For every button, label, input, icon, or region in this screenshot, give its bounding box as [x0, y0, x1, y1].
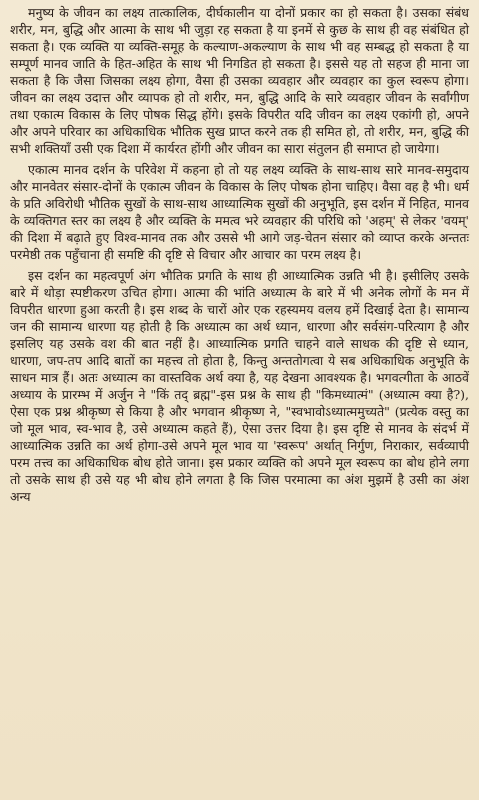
paragraph-spirituality: इस दर्शन का महत्वपूर्ण अंग भौतिक प्रगति के साथ ही आध्यात्मिक उन्नति भी है। इसीलिए उसके बारे में थोड़ा स्पष्टीकरण उचित होगा। आत्मा की भांति अध्यात्म के बारे में भी अनेक लोगों के मन में विपरीत धारणा हुआ करती है। इस शब्द के चारों ओर एक रहस्यमय वलय हमें दिखाई देता है। सामान्य जन की सामान्य धारणा यह होती है कि अध्यात्म का अर्थ ध्यान, धारणा और सर्वसंग-परित्याग है और इसलिए यह उसके वश की बात नहीं है। आध्यात्मिक प्रगति चाहने वाले साधक की दृष्टि से ध्यान, धारणा, जप-तप आदि बातों का महत्त्व तो होता है, किन्तु अन्ततोगत्वा ये सब अधिकाधिक अनुभूति के साधन मात्र हैं। अतः अध्यात्म का वास्तविक अर्थ क्या है, यह देखना आवश्यक है। भगवत्गीता के आठवें अध्याय के प्रारम्भ में अर्जुन ने "किं तद् ब्रह्म"-इस प्रश्न के साथ ही "किमध्यात्मं" (अध्यात्म क्या है?), ऐसा एक प्रश्न श्रीकृष्ण से किया है और भगवान श्रीकृष्ण ने, "स्वभावोऽध्यात्ममुच्यते" (प्रत्येक वस्तु का जो मूल भाव, स्व-भाव है, उसे अध्यात्म कहते हैं), ऐसा उत्तर दिया है। इस दृष्टि से मानव के संदर्भ में आध्यात्मिक उन्नति का अर्थ होगा-उसे अपने मूल भाव या 'स्वरूप' अर्थात् निर्गुण, निराकार, सर्वव्यापी परम तत्त्व का अधिकाधिक बोध होते जाना। इस प्रकार व्यक्ति को अपने मूल स्वरूप का बोध होने लगा तो उसके साथ ही उसे यह भी बोध होने लगता है कि जिस परमात्मा का अंश मुझमें है उसी का अंश अन्य — [10, 268, 469, 504]
paragraph-life-goal: मनुष्य के जीवन का लक्ष्य तात्कालिक, दीर्घकालीन या दोनों प्रकार का हो सकता है। उसका संबंध शरीर, मन, बुद्धि और आत्मा के साथ भी जुड़ा रह सकता है या इनमें से कुछ के साथ ही वह संबंधित हो सकता है। एक व्यक्ति या व्यक्ति-समूह के कल्याण-अकल्याण के साथ भी वह सम्बद्ध हो सकता है या सम्पूर्ण मानव जाति के हित-अहित के साथ भी निगडित हो सकता है। इससे यह तो सहज ही माना जा सकता है कि जैसा जिसका लक्ष्य होगा, वैसा ही उसका व्यवहार और व्यवहार का कुल स्वरूप होगा। जीवन का लक्ष्य उदात्त और व्यापक हो तो शरीर, मन, बुद्धि आदि के सारे व्यवहार जीवन के सर्वांगीण तथा एकात्म विकास के लिए पोषक सिद्ध होंगे। इसके विपरीत यदि जीवन का लक्ष्य एकांगी हो, अपने और अपने परिवार का अधिकाधिक भौतिक सुख प्राप्त करने तक ही समित हो, तो शरीर, मन, बुद्धि की सभी शक्तियाँ उसी एक दिशा में कार्यरत होंगी और जीवन का सारा संतुलन ही समाप्त हो जायेगा। — [10, 5, 469, 156]
paragraph-integral-humanism: एकात्म मानव दर्शन के परिवेश में कहना हो तो यह लक्ष्य व्यक्ति के साथ-साथ सारे मानव-समुदाय और मानवेतर संसार-दोनों के एकात्म जीवन के विकास के लिए पोषक होना चाहिए। वैसा वह है भी। धर्म के प्रति अविरोधी भौतिक सुखों के साथ-साथ आध्यात्मिक सुखों की अनुभूति, इस दर्शन में निहित, मानव के व्यक्तिगत स्तर का लक्ष्य है और व्यक्ति के ममत्व भरे व्यवहार की परिधि को 'अहम्' से लेकर 'वयम्' की दिशा में बढ़ाते हुए विश्व-मानव तक और उससे भी आगे जड़-चेतन संसार को व्याप्त करके अन्ततः परमेष्ठी तक पहुँचाना ही समष्टि की दृष्टि से विचार और आचार का परम लक्ष्य है। — [10, 162, 469, 262]
